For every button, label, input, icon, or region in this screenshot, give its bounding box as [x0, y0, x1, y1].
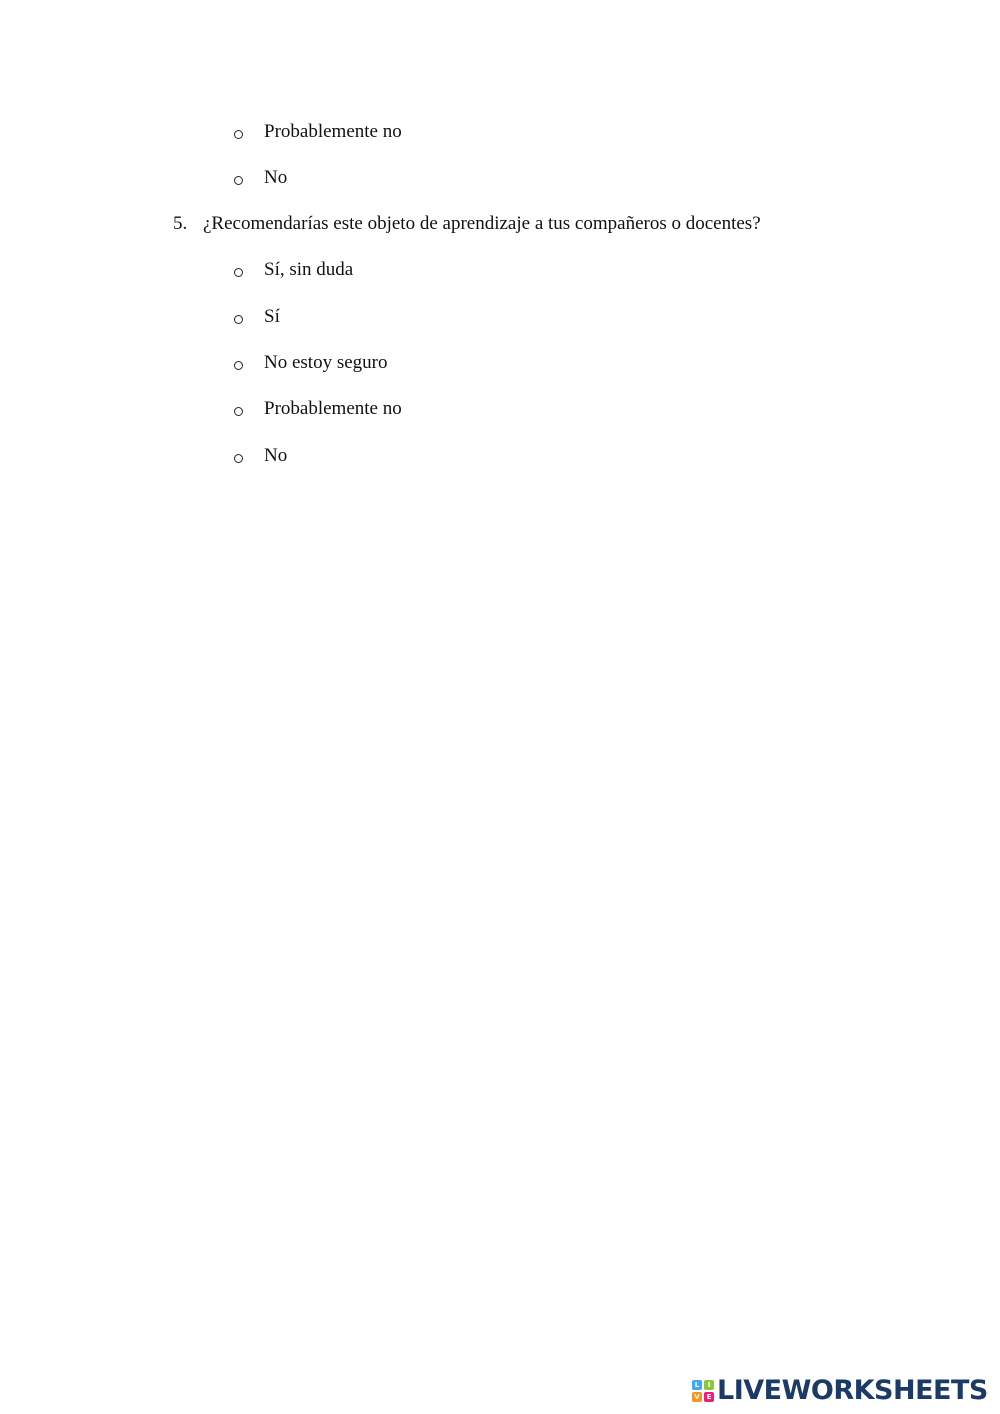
- option-no-prev[interactable]: [234, 164, 288, 192]
- question-text: ¿Recomendarías este objeto de aprendizaje a tus compañeros o docentes?: [203, 213, 761, 234]
- logo-tile: L: [692, 1380, 702, 1390]
- logo-tile: E: [704, 1392, 714, 1402]
- question-5: [173, 210, 761, 238]
- option-probablemente-no-prev[interactable]: [234, 118, 402, 146]
- question-number: 5.: [173, 213, 188, 234]
- option-label: No: [264, 167, 288, 188]
- option-si[interactable]: [234, 303, 280, 331]
- radio-circle-icon[interactable]: [234, 407, 243, 416]
- option-label: No: [264, 445, 288, 466]
- option-no-estoy-seguro[interactable]: [234, 349, 388, 377]
- option-label: Sí: [264, 306, 280, 327]
- logo-text: LIVEWORKSHEETS: [717, 1375, 988, 1406]
- radio-circle-icon[interactable]: [234, 130, 243, 139]
- radio-circle-icon[interactable]: [234, 315, 243, 324]
- liveworksheets-logo: [692, 1376, 988, 1406]
- radio-circle-icon[interactable]: [234, 268, 243, 277]
- option-label: Sí, sin duda: [264, 259, 354, 280]
- option-no[interactable]: [234, 442, 288, 470]
- logo-tiles-icon: [692, 1380, 714, 1402]
- logo-tile: I: [704, 1380, 714, 1390]
- radio-circle-icon[interactable]: [234, 176, 243, 185]
- option-label: Probablemente no: [264, 398, 402, 419]
- option-si-sin-duda[interactable]: [234, 256, 354, 284]
- option-label: Probablemente no: [264, 121, 402, 142]
- radio-circle-icon[interactable]: [234, 361, 243, 370]
- logo-tile: V: [692, 1392, 702, 1402]
- option-probablemente-no[interactable]: [234, 395, 402, 423]
- option-label: No estoy seguro: [264, 352, 388, 373]
- radio-circle-icon[interactable]: [234, 454, 243, 463]
